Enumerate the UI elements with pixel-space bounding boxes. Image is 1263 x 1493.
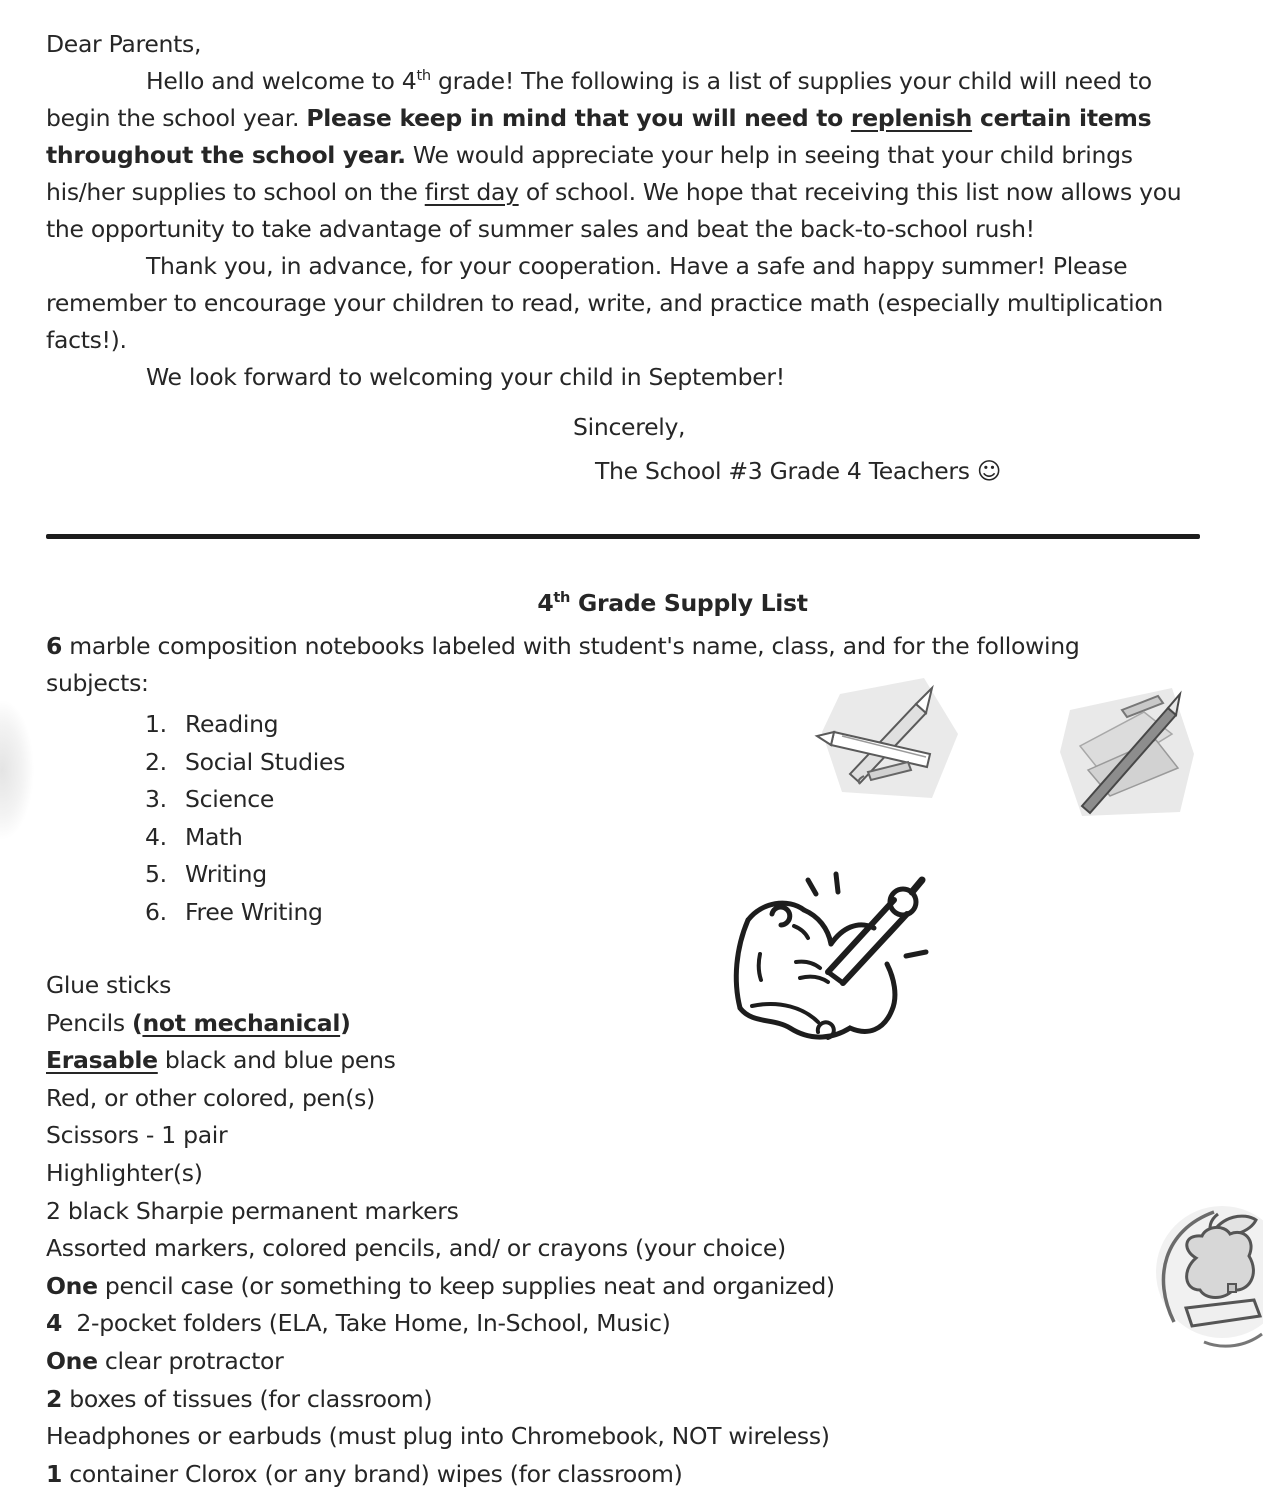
subject-number: 6.: [145, 897, 167, 926]
subject-item: [145, 819, 1185, 857]
text-segment: Red, or other colored, pen(s): [46, 1083, 375, 1112]
text-segment: 2: [46, 1384, 63, 1413]
subject-label: Reading: [185, 710, 279, 738]
text-segment: (: [131, 1008, 143, 1037]
text-segment: boxes of tissues (for classroom): [62, 1384, 433, 1413]
text-segment: grade! The following is a list of supplies your child will need to begin the school year.: [46, 67, 1152, 132]
text-segment: Pencils: [46, 1008, 132, 1037]
letter-paragraph-1: [46, 63, 1185, 248]
text-segment: ): [340, 1008, 351, 1037]
subject-label: Math: [185, 822, 243, 851]
text-segment: Headphones or earbuds (must plug into Chromebook, NOT wireless): [46, 1422, 830, 1451]
text-segment: 4: [46, 1309, 63, 1338]
text-segment: certain items throughout the school year.: [46, 104, 1152, 169]
text-segment: 2-pocket folders (ELA, Take Home, In-School, Music): [62, 1309, 671, 1338]
list-item: [46, 1042, 1185, 1080]
subject-item: [145, 856, 1185, 894]
text-segment: container Clorox (or any brand) wipes (for classroom): [62, 1459, 683, 1488]
text-segment: not mechanical: [142, 1008, 341, 1037]
subject-item: [145, 744, 1185, 782]
writing-doodle-image: [700, 852, 930, 1083]
subjects-list: [145, 706, 1185, 931]
text-segment: Hello and welcome to 4: [146, 67, 417, 95]
subject-number: 5.: [145, 860, 167, 888]
text-segment: Please keep in mind that you will need to: [306, 104, 851, 132]
text-segment: of school. We hope that receiving this list now allows you the opportunity to take advantage of summer sales and beat the back-to-school rush!: [46, 178, 1182, 243]
supply-list-title: [103, 585, 1242, 622]
subject-label: Free Writing: [185, 897, 323, 926]
letter-paragraph-3: [46, 359, 1185, 396]
text-segment: th: [553, 589, 571, 607]
subject-number: 2.: [145, 747, 167, 776]
text-segment: Erasable: [46, 1046, 158, 1075]
list-item: [46, 1305, 1185, 1343]
list-item: [46, 1080, 1185, 1118]
pencil-on-papers-image: [1052, 682, 1200, 833]
list-item: [46, 1155, 1185, 1193]
list-item: [46, 1381, 1185, 1419]
text-segment: Thank you, in advance, for your cooperation. Have a safe and happy summer! Please remember to encourage your children to read, write, and practice math (especially multiplication facts!).: [46, 252, 1164, 354]
subject-item: [145, 894, 1185, 932]
text-segment: 6: [46, 632, 63, 660]
list-item: [46, 1268, 1185, 1306]
subject-item: [145, 706, 1185, 744]
text-segment: We look forward to welcoming your child in September!: [146, 363, 785, 391]
apple-image: [1148, 1200, 1263, 1366]
list-item: [46, 1193, 1185, 1231]
text-segment: Scissors - 1 pair: [46, 1121, 228, 1150]
text-segment: marble composition notebooks labeled with student's name, class, and for the following subjects:: [46, 632, 1080, 697]
subject-number: 1.: [145, 710, 167, 738]
list-item: [46, 967, 1185, 1005]
text-segment: One: [46, 1271, 98, 1300]
list-item: [46, 1117, 1185, 1155]
text-segment: pencil case (or something to keep supplies neat and organized): [97, 1271, 835, 1300]
text-segment: 2 black Sharpie permanent markers: [46, 1196, 459, 1225]
text-segment: 4: [537, 589, 554, 617]
letter-signature: The School #3 Grade 4 Teachers ☺: [595, 457, 1002, 485]
subject-number: 4.: [145, 822, 167, 851]
text-segment: Highlighter(s): [46, 1158, 203, 1187]
crossed-pencils-image: [812, 672, 962, 818]
list-item: [46, 1343, 1185, 1381]
subject-label: Science: [185, 785, 274, 813]
subject-number: 3.: [145, 785, 167, 813]
text-segment: th: [416, 67, 431, 85]
text-segment: black and blue pens: [157, 1046, 396, 1075]
list-item: [46, 1418, 1185, 1456]
text-segment: first day: [424, 178, 519, 206]
subject-label: Social Studies: [185, 747, 346, 776]
text-segment: We would appreciate your help in seeing that your child brings his/her supplies to school on the: [46, 141, 1133, 206]
text-segment: Assorted markers, colored pencils, and/ or crayons (your choice): [46, 1234, 786, 1263]
subject-label: Writing: [185, 860, 267, 888]
list-item: [46, 1230, 1185, 1268]
letter-paragraph-2: [46, 248, 1185, 359]
subject-item: [145, 781, 1185, 819]
text-segment: Grade Supply List: [570, 589, 808, 617]
salutation: Dear Parents,: [46, 30, 202, 58]
list-item: [46, 1005, 1185, 1043]
text-segment: Glue sticks: [46, 971, 172, 999]
letter-closing: Sincerely,: [573, 413, 686, 441]
list-item: [46, 1456, 1185, 1493]
supply-list-intro: [46, 628, 1185, 702]
text-segment: 1: [46, 1459, 63, 1488]
divider-rule: [46, 534, 1200, 539]
text-segment: One: [46, 1346, 98, 1375]
text-segment: clear protractor: [97, 1346, 284, 1375]
text-segment: replenish: [850, 104, 973, 132]
supply-items-list: [46, 967, 1185, 1493]
